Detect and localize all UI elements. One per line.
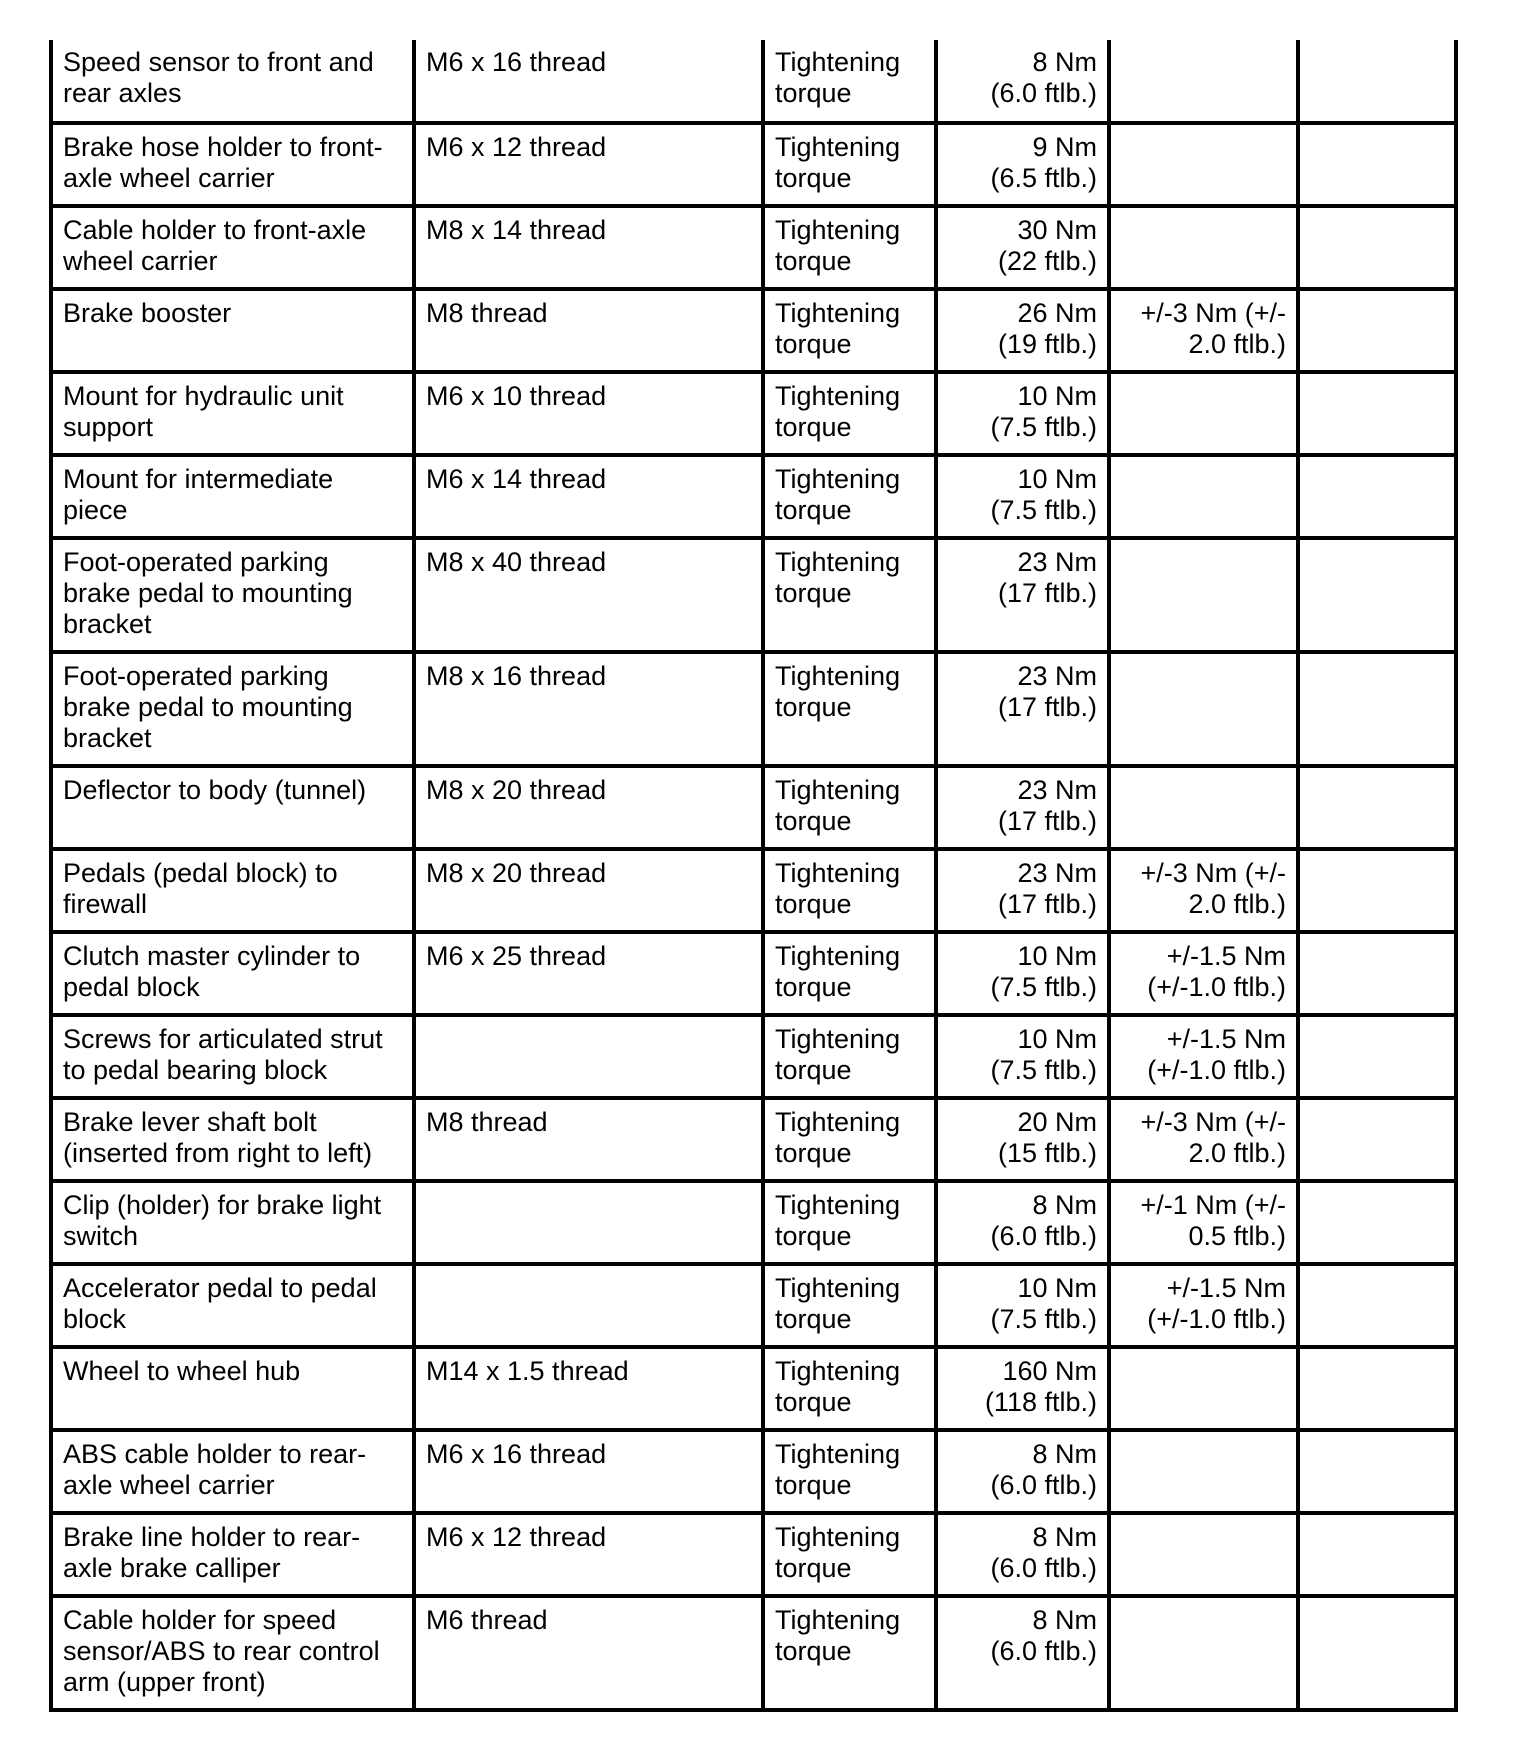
tolerance-cell: +/-1.5 Nm (+/-1.0 ftlb.) (1109, 1015, 1298, 1098)
tolerance-cell: +/-1 Nm (+/- 0.5 ftlb.) (1109, 1181, 1298, 1264)
empty-cell (1298, 1513, 1456, 1596)
table-row (51, 1513, 1456, 1596)
table-row (51, 372, 1456, 455)
table-row (51, 1264, 1456, 1347)
torque-value-cell: 26 Nm (19 ftlb.) (936, 289, 1109, 372)
tolerance-cell (1109, 538, 1298, 652)
tolerance-cell (1109, 40, 1298, 123)
tolerance-cell (1109, 1596, 1298, 1710)
tolerance-cell: +/-1.5 Nm (+/-1.0 ftlb.) (1109, 1264, 1298, 1347)
thread-cell: M6 x 12 thread (414, 123, 763, 206)
thread-cell: M6 x 12 thread (414, 1513, 763, 1596)
torque-type-cell: Tightening torque (763, 40, 936, 123)
empty-cell (1298, 932, 1456, 1015)
thread-cell: M8 x 40 thread (414, 538, 763, 652)
empty-cell (1298, 1098, 1456, 1181)
empty-cell (1298, 652, 1456, 766)
component-cell: Clutch master cylinder to pedal block (51, 932, 414, 1015)
tolerance-cell: +/-3 Nm (+/- 2.0 ftlb.) (1109, 289, 1298, 372)
torque-value-cell: 10 Nm (7.5 ftlb.) (936, 932, 1109, 1015)
torque-value-cell: 23 Nm (17 ftlb.) (936, 766, 1109, 849)
torque-type-cell: Tightening torque (763, 849, 936, 932)
thread-cell: M8 x 20 thread (414, 849, 763, 932)
table-row (51, 932, 1456, 1015)
torque-value-cell: 23 Nm (17 ftlb.) (936, 538, 1109, 652)
torque-table-body (51, 40, 1456, 1710)
thread-cell: M6 thread (414, 1596, 763, 1710)
torque-value-cell: 8 Nm (6.0 ftlb.) (936, 40, 1109, 123)
empty-cell (1298, 1596, 1456, 1710)
empty-cell (1298, 40, 1456, 123)
torque-value-cell: 8 Nm (6.0 ftlb.) (936, 1181, 1109, 1264)
component-cell: Pedals (pedal block) to firewall (51, 849, 414, 932)
empty-cell (1298, 1181, 1456, 1264)
torque-type-cell: Tightening torque (763, 932, 936, 1015)
component-cell: Brake lever shaft bolt (inserted from right to left) (51, 1098, 414, 1181)
torque-type-cell: Tightening torque (763, 1098, 936, 1181)
tolerance-cell: +/-1.5 Nm (+/-1.0 ftlb.) (1109, 932, 1298, 1015)
thread-cell: M6 x 14 thread (414, 455, 763, 538)
tolerance-cell (1109, 652, 1298, 766)
thread-cell: M6 x 25 thread (414, 932, 763, 1015)
table-row (51, 766, 1456, 849)
torque-type-cell: Tightening torque (763, 766, 936, 849)
torque-type-cell: Tightening torque (763, 123, 936, 206)
empty-cell (1298, 1430, 1456, 1513)
thread-cell: M8 thread (414, 1098, 763, 1181)
component-cell: Speed sensor to front and rear axles (51, 40, 414, 123)
torque-type-cell: Tightening torque (763, 1430, 936, 1513)
tolerance-cell: +/-3 Nm (+/- 2.0 ftlb.) (1109, 849, 1298, 932)
torque-type-cell: Tightening torque (763, 1181, 936, 1264)
component-cell: Deflector to body (tunnel) (51, 766, 414, 849)
tolerance-cell (1109, 123, 1298, 206)
torque-value-cell: 9 Nm (6.5 ftlb.) (936, 123, 1109, 206)
thread-cell: M6 x 10 thread (414, 372, 763, 455)
torque-type-cell: Tightening torque (763, 1513, 936, 1596)
torque-type-cell: Tightening torque (763, 538, 936, 652)
tolerance-cell (1109, 455, 1298, 538)
thread-cell (414, 1181, 763, 1264)
component-cell: Accelerator pedal to pedal block (51, 1264, 414, 1347)
component-cell: Foot-operated parking brake pedal to mounting bracket (51, 652, 414, 766)
thread-cell: M8 x 14 thread (414, 206, 763, 289)
component-cell: Cable holder to front-axle wheel carrier (51, 206, 414, 289)
empty-cell (1298, 1015, 1456, 1098)
table-row (51, 40, 1456, 123)
tolerance-cell (1109, 206, 1298, 289)
empty-cell (1298, 1347, 1456, 1430)
thread-cell: M8 x 16 thread (414, 652, 763, 766)
torque-type-cell: Tightening torque (763, 652, 936, 766)
table-row (51, 1015, 1456, 1098)
thread-cell: M14 x 1.5 thread (414, 1347, 763, 1430)
torque-value-cell: 10 Nm (7.5 ftlb.) (936, 455, 1109, 538)
thread-cell: M8 x 20 thread (414, 766, 763, 849)
component-cell: Cable holder for speed sensor/ABS to rear control arm (upper front) (51, 1596, 414, 1710)
torque-value-cell: 8 Nm (6.0 ftlb.) (936, 1513, 1109, 1596)
torque-type-cell: Tightening torque (763, 1347, 936, 1430)
empty-cell (1298, 538, 1456, 652)
empty-cell (1298, 849, 1456, 932)
component-cell: Brake booster (51, 289, 414, 372)
empty-cell (1298, 1264, 1456, 1347)
tolerance-cell (1109, 766, 1298, 849)
thread-cell: M8 thread (414, 289, 763, 372)
thread-cell: M6 x 16 thread (414, 40, 763, 123)
component-cell: Mount for hydraulic unit support (51, 372, 414, 455)
table-row (51, 206, 1456, 289)
component-cell: Brake line holder to rear- axle brake calliper (51, 1513, 414, 1596)
torque-type-cell: Tightening torque (763, 1015, 936, 1098)
table-row (51, 538, 1456, 652)
torque-value-cell: 23 Nm (17 ftlb.) (936, 652, 1109, 766)
table-row (51, 1098, 1456, 1181)
empty-cell (1298, 206, 1456, 289)
thread-cell: M6 x 16 thread (414, 1430, 763, 1513)
tolerance-cell (1109, 1430, 1298, 1513)
component-cell: Foot-operated parking brake pedal to mounting bracket (51, 538, 414, 652)
tolerance-cell (1109, 372, 1298, 455)
component-cell: Screws for articulated strut to pedal bearing block (51, 1015, 414, 1098)
empty-cell (1298, 766, 1456, 849)
torque-type-cell: Tightening torque (763, 372, 936, 455)
component-cell: Mount for intermediate piece (51, 455, 414, 538)
component-cell: Wheel to wheel hub (51, 1347, 414, 1430)
empty-cell (1298, 372, 1456, 455)
torque-type-cell: Tightening torque (763, 289, 936, 372)
table-row (51, 849, 1456, 932)
empty-cell (1298, 123, 1456, 206)
torque-value-cell: 20 Nm (15 ftlb.) (936, 1098, 1109, 1181)
table-row (51, 1596, 1456, 1710)
tolerance-cell: +/-3 Nm (+/- 2.0 ftlb.) (1109, 1098, 1298, 1181)
table-row (51, 455, 1456, 538)
empty-cell (1298, 455, 1456, 538)
component-cell: Brake hose holder to front- axle wheel carrier (51, 123, 414, 206)
torque-value-cell: 160 Nm (118 ftlb.) (936, 1347, 1109, 1430)
torque-value-cell: 10 Nm (7.5 ftlb.) (936, 1264, 1109, 1347)
torque-type-cell: Tightening torque (763, 206, 936, 289)
thread-cell (414, 1264, 763, 1347)
component-cell: Clip (holder) for brake light switch (51, 1181, 414, 1264)
thread-cell (414, 1015, 763, 1098)
tolerance-cell (1109, 1513, 1298, 1596)
torque-value-cell: 8 Nm (6.0 ftlb.) (936, 1430, 1109, 1513)
component-cell: ABS cable holder to rear- axle wheel carrier (51, 1430, 414, 1513)
torque-type-cell: Tightening torque (763, 1264, 936, 1347)
table-row (51, 123, 1456, 206)
torque-value-cell: 10 Nm (7.5 ftlb.) (936, 372, 1109, 455)
table-row (51, 1181, 1456, 1264)
torque-spec-table (49, 40, 1458, 1712)
torque-value-cell: 30 Nm (22 ftlb.) (936, 206, 1109, 289)
empty-cell (1298, 289, 1456, 372)
table-row (51, 289, 1456, 372)
torque-type-cell: Tightening torque (763, 455, 936, 538)
torque-type-cell: Tightening torque (763, 1596, 936, 1710)
torque-value-cell: 10 Nm (7.5 ftlb.) (936, 1015, 1109, 1098)
table-row (51, 652, 1456, 766)
torque-value-cell: 23 Nm (17 ftlb.) (936, 849, 1109, 932)
table-row (51, 1430, 1456, 1513)
table-row (51, 1347, 1456, 1430)
torque-value-cell: 8 Nm (6.0 ftlb.) (936, 1596, 1109, 1710)
tolerance-cell (1109, 1347, 1298, 1430)
